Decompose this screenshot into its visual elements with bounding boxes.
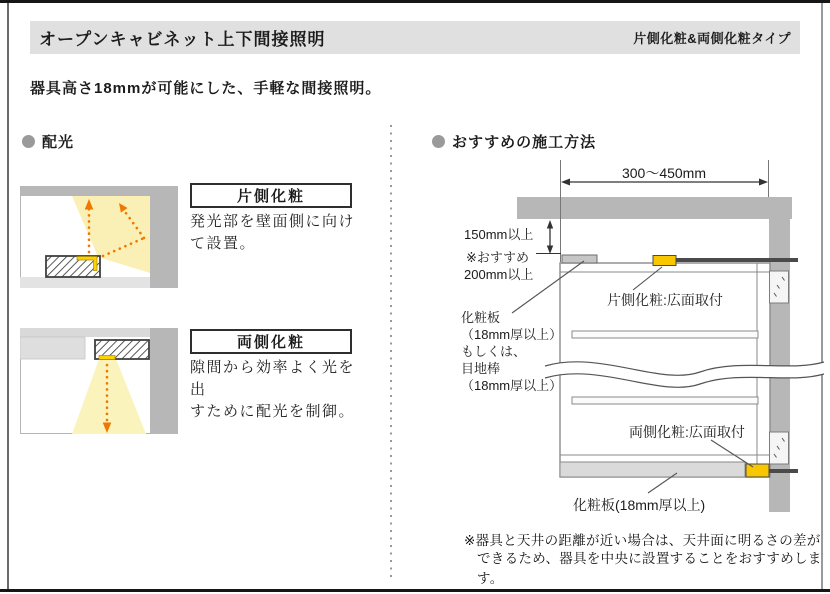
label-box-both-sided <box>190 329 352 354</box>
label-box-one-sided <box>190 183 352 208</box>
one-sided-diagram-svg <box>20 186 178 288</box>
section-heading-label: おすすめの施工方法 <box>452 134 597 151</box>
distribution-diagram-both-sided <box>20 328 178 434</box>
top-panel <box>20 328 150 337</box>
clearance-recommended-label: 200mm以上 <box>464 267 534 282</box>
section-heading-distribution <box>22 131 74 152</box>
column-divider <box>390 125 392 577</box>
shelf-panel <box>20 277 150 288</box>
width-dimension-label: 300〜450mm <box>621 165 707 181</box>
wall <box>769 197 790 512</box>
section-heading-installation <box>432 131 596 152</box>
wall-panel <box>150 194 178 288</box>
board-label-line: 目地棒 <box>461 361 501 376</box>
clearance-dimension <box>536 220 561 254</box>
shelf <box>572 397 758 404</box>
top-decorative-board <box>562 255 597 263</box>
label-box-text: 片側化粧 <box>236 188 305 205</box>
both-sided-diagram-svg <box>20 328 178 434</box>
clearance-note-label: ※おすすめ <box>466 250 530 265</box>
description-one-sided <box>190 211 366 255</box>
page-border-bottom <box>0 589 830 592</box>
board-label-line: もしくは、 <box>461 344 527 359</box>
label-box-text: 両側化粧 <box>236 334 305 351</box>
description-line: て設置。 <box>190 235 257 252</box>
clearance-label: 150mm以上 <box>464 227 534 242</box>
bullet-icon <box>432 135 445 148</box>
page-border-left <box>7 3 9 589</box>
section-heading-label: 配光 <box>42 134 75 151</box>
front-board <box>20 337 85 359</box>
header-bar <box>30 21 800 54</box>
page-border-top <box>0 0 830 3</box>
board-label-line: （18mm厚以上） <box>461 327 563 342</box>
decorative-board-label <box>461 309 562 394</box>
page-title: オープンキャビネット上下間接照明 <box>39 30 326 49</box>
description-line: 発光部を壁面側に向け <box>190 213 356 230</box>
wall-panel <box>150 328 178 434</box>
note-text-line1: ※器具と天井の距離が近い場合は、天井面に明るさの差が <box>464 533 821 548</box>
description-both-sided <box>190 357 366 423</box>
bottom-decorative-board <box>560 462 745 477</box>
note-text-line2: できるため、器具を中央に設置することをおすすめします。 <box>477 551 822 586</box>
board-label-line: 化粧板 <box>461 310 501 325</box>
type-badge: 片側化粧&両側化粧タイプ <box>633 31 791 46</box>
description-line: すために配光を制御。 <box>190 403 356 420</box>
bottom-board-label: 化粧板(18mm厚以上) <box>573 497 706 513</box>
fixture-lens <box>99 356 115 360</box>
description-line: 隙間から効率よく光を出 <box>190 359 356 398</box>
bottom-fixture-label: 両側化粧:広面取付 <box>629 424 745 440</box>
bottom-fixture <box>746 464 769 477</box>
top-fixture <box>653 256 676 266</box>
ceiling <box>517 197 792 219</box>
subtitle: 器具高さ18mmが可能にした、手軽な間接照明。 <box>30 80 382 97</box>
bullet-icon <box>22 135 35 148</box>
distribution-diagram-one-sided <box>20 186 178 288</box>
top-fixture-label: 片側化粧:広面取付 <box>607 292 723 308</box>
shelf <box>572 331 758 338</box>
board-label-line: （18mm厚以上） <box>461 378 563 393</box>
